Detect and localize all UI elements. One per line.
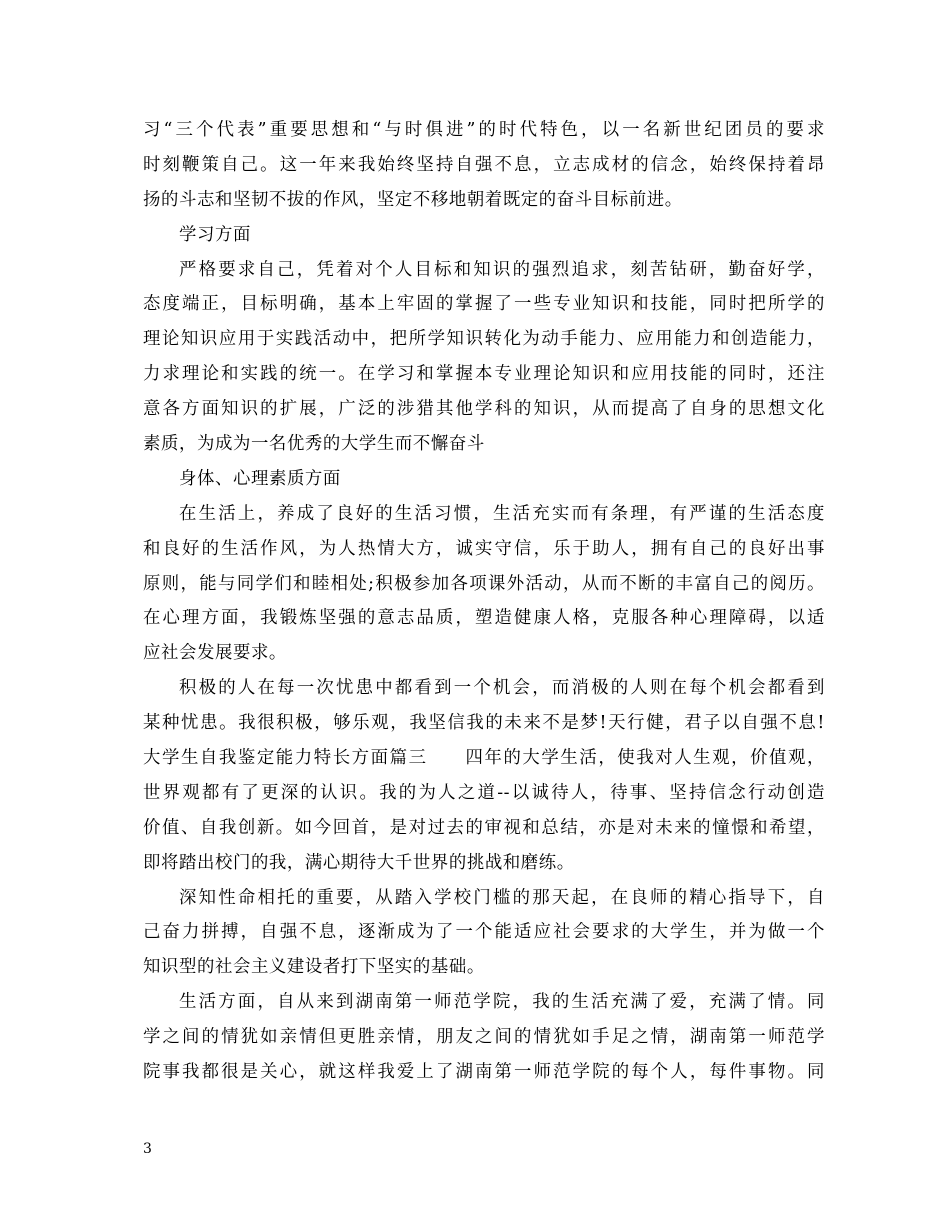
text-line: 和良好的生活作风，为人热情大方，诚实守信，乐于助人，拥有自己的良好出事 bbox=[143, 538, 825, 559]
text-line: 身体、心理素质方面 bbox=[179, 468, 341, 489]
text-line: 某种忧患。我很积极，够乐观，我坚信我的未来不是梦!天行健，君子以自强不息! bbox=[143, 713, 825, 734]
text-line: 学习方面 bbox=[179, 224, 251, 245]
text-line: 在心理方面，我锻炼坚强的意志品质，塑造健康人格，克服各种心理障碍，以适 bbox=[143, 608, 825, 629]
document-body bbox=[143, 113, 825, 1090]
text-line: 扬的斗志和坚韧不拔的作风，坚定不移地朝着既定的奋斗目标前进。 bbox=[143, 189, 683, 210]
text-line: 院事我都很是关心，就这样我爱上了湖南第一师范学院的每个人，每件事物。同 bbox=[143, 1062, 825, 1083]
text-line: 己奋力拼搏，自强不息，逐渐成为了一个能适应社会要求的大学生，并为做一个 bbox=[143, 922, 825, 943]
text-line: 生活方面，自从来到湖南第一师范学院，我的生活充满了爱，充满了情。同 bbox=[179, 992, 825, 1013]
text-line: 习“三个代表”重要思想和“与时俱进”的时代特色，以一名新世纪团员的要求 bbox=[143, 120, 825, 140]
text-line: 深知性命相托的重要，从踏入学校门槛的那天起，在良师的精心指导下，自 bbox=[179, 887, 825, 908]
text-line: 价值、自我创新。如今回首，是对过去的审视和总结，亦是对未来的憧憬和希望， bbox=[143, 817, 825, 838]
text-line: 即将踏出校门的我，满心期待大千世界的挑战和磨练。 bbox=[143, 852, 575, 873]
text-line: 意各方面知识的扩展，广泛的涉猎其他学科的知识，从而提高了自身的思想文化 bbox=[143, 399, 825, 420]
text-line: 知识型的社会主义建设者打下坚实的基础。 bbox=[143, 957, 485, 978]
text-line: 大学生自我鉴定能力特长方面篇三 四年的大学生活，使我对人生观，价值观， bbox=[143, 748, 825, 769]
text-line: 时刻鞭策自己。这一年来我始终坚持自强不息，立志成材的信念，始终保持着昂 bbox=[143, 154, 825, 175]
text-line: 严格要求自己，凭着对个人目标和知识的强烈追求，刻苦钻研，勤奋好学， bbox=[179, 259, 825, 280]
text-line: 世界观都有了更深的认识。我的为人之道--以诚待人，待事、坚持信念行动创造 bbox=[143, 782, 825, 803]
text-line: 原则，能与同学们和睦相处;积极参加各项课外活动，从而不断的丰富自己的阅历。 bbox=[143, 573, 825, 594]
text-line: 积极的人在每一次忧患中都看到一个机会，而消极的人则在每个机会都看到 bbox=[179, 678, 825, 699]
text-line: 素质，为成为一名优秀的大学生而不懈奋斗 bbox=[143, 434, 485, 455]
text-line: 态度端正，目标明确，基本上牢固的掌握了一些专业知识和技能，同时把所学的 bbox=[143, 294, 825, 315]
text-line: 理论知识应用于实践活动中，把所学知识转化为动手能力、应用能力和创造能力， bbox=[143, 329, 825, 350]
text-line: 力求理论和实践的统一。在学习和掌握本专业理论知识和应用技能的同时，还注 bbox=[143, 364, 825, 385]
page-number: 3 bbox=[143, 1141, 152, 1157]
text-line: 应社会发展要求。 bbox=[143, 643, 287, 664]
text-line: 学之间的情犹如亲情但更胜亲情，朋友之间的情犹如手足之情，湖南第一师范学 bbox=[143, 1027, 825, 1048]
text-line: 在生活上，养成了良好的生活习惯，生活充实而有条理，有严谨的生活态度 bbox=[179, 503, 825, 524]
